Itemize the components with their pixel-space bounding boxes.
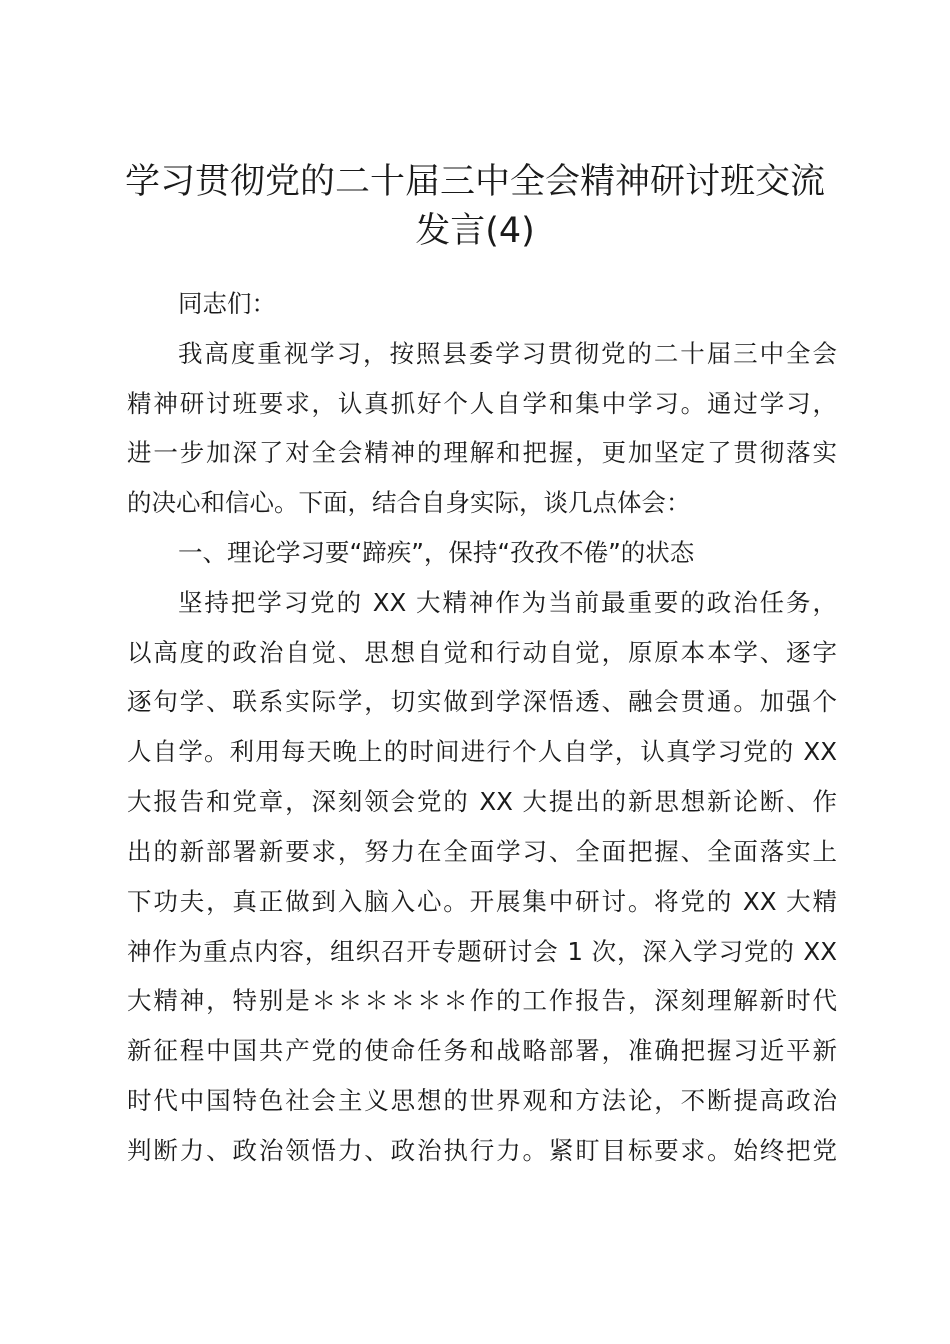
- section-heading-1: 一、理论学习要“蹄疾”，保持“孜孜不倦”的状态: [178, 538, 695, 567]
- paragraph-2-line: 判断力、政治领悟力、政治执行力。紧盯目标要求。始终把党: [127, 1136, 837, 1165]
- paragraph-1-line: 进一步加深了对全会精神的理解和把握，更加坚定了贯彻落实: [127, 438, 837, 467]
- paragraph-2-line: 下功夫，真正做到入脑入心。开展集中研讨。将党的 XX 大精: [127, 887, 837, 916]
- paragraph-2-line: 大精神，特别是＊＊＊＊＊＊作的工作报告，深刻理解新时代: [127, 986, 837, 1015]
- document-title-line-1: 学习贯彻党的二十届三中全会精神研讨班交流: [124, 162, 825, 202]
- document-title-line-2: 发言(4): [415, 211, 535, 251]
- paragraph-2-line: 大报告和党章，深刻领会党的 XX 大提出的新思想新论断、作: [127, 787, 837, 816]
- paragraph-2-line: 以高度的政治自觉、思想自觉和行动自觉，原原本本学、逐字: [127, 638, 837, 667]
- paragraph-2-line: 神作为重点内容，组织召开专题研讨会 1 次，深入学习党的 XX: [127, 937, 837, 966]
- salutation: 同志们：: [178, 289, 276, 318]
- paragraph-2-line: 出的新部署新要求，努力在全面学习、全面把握、全面落实上: [127, 837, 837, 866]
- paragraph-2-line: 新征程中国共产党的使命任务和战略部署，准确把握习近平新: [127, 1036, 837, 1065]
- paragraph-1-line: 的决心和信心。下面，结合自身实际，谈几点体会：: [127, 488, 691, 517]
- paragraph-1-line: 我高度重视学习，按照县委学习贯彻党的二十届三中全会: [178, 339, 837, 368]
- paragraph-2-line: 逐句学、联系实际学，切实做到学深悟透、融会贯通。加强个: [127, 687, 837, 716]
- paragraph-2-line: 人自学。利用每天晚上的时间进行个人自学，认真学习党的 XX: [127, 737, 837, 766]
- paragraph-2-line: 时代中国特色社会主义思想的世界观和方法论，不断提高政治: [127, 1086, 837, 1115]
- paragraph-1-line: 精神研讨班要求，认真抓好个人自学和集中学习。通过学习，: [127, 389, 837, 418]
- paragraph-2-line: 坚持把学习党的 XX 大精神作为当前最重要的政治任务，: [178, 588, 837, 617]
